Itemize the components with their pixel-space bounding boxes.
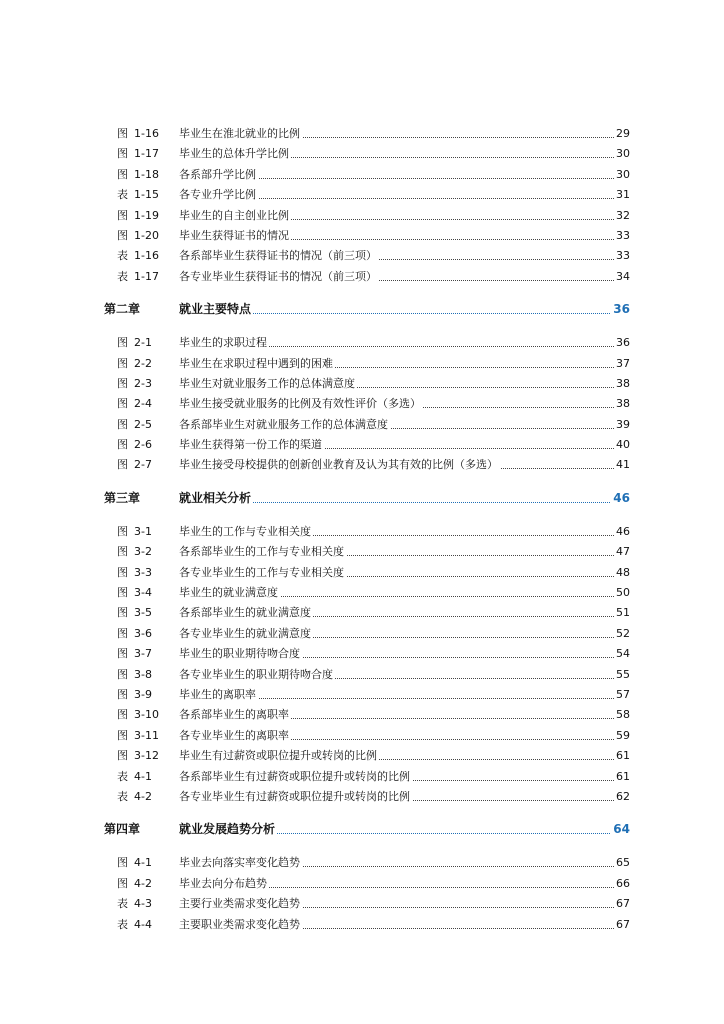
entry-number: 4-4 xyxy=(134,917,152,931)
entry-kind: 图 xyxy=(117,228,128,242)
entry-number: 3-10 xyxy=(134,708,159,722)
toc-item-entry[interactable] xyxy=(0,746,724,766)
toc-item-entry[interactable] xyxy=(0,206,724,226)
entry-page-number: 52 xyxy=(614,624,630,644)
entry-page-number: 29 xyxy=(614,124,630,144)
entry-title: 各专业毕业生的工作与专业相关度 xyxy=(179,563,346,583)
entry-kind: 图 xyxy=(117,524,128,538)
entry-title: 毕业生的自主创业比例 xyxy=(179,206,291,226)
entry-page-number: 36 xyxy=(614,333,630,353)
entry-page-number: 47 xyxy=(614,542,630,562)
entry-page-number: 59 xyxy=(614,726,630,746)
entry-page-number: 30 xyxy=(614,165,630,185)
toc-item-entry[interactable] xyxy=(0,542,724,562)
toc-item-entry[interactable] xyxy=(0,705,724,725)
entry-kind: 图 xyxy=(117,728,128,742)
entry-title: 毕业生的职业期待吻合度 xyxy=(179,644,302,664)
entry-kind: 图 xyxy=(117,376,128,390)
entry-number: 4-2 xyxy=(134,876,152,890)
entry-number: 2-3 xyxy=(134,376,152,390)
entry-kind: 图 xyxy=(117,687,128,701)
entry-page-number: 38 xyxy=(614,394,630,414)
entry-kind: 表 xyxy=(117,188,128,202)
chapter-title: 就业发展趋势分析 xyxy=(179,817,277,841)
toc-item-entry[interactable] xyxy=(0,624,724,644)
entry-kind: 图 xyxy=(117,708,128,722)
toc-item-entry[interactable] xyxy=(0,563,724,583)
chapter-page-number: 46 xyxy=(611,486,630,510)
toc-item-entry[interactable] xyxy=(0,246,724,266)
entry-title: 各系部毕业生对就业服务工作的总体满意度 xyxy=(179,415,390,435)
entry-kind: 图 xyxy=(117,356,128,370)
entry-page-number: 58 xyxy=(614,705,630,725)
chapter-title: 就业主要特点 xyxy=(179,297,253,321)
entry-page-number: 38 xyxy=(614,374,630,394)
entry-kind: 图 xyxy=(117,397,128,411)
toc-item-entry[interactable] xyxy=(0,374,724,394)
entry-page-number: 65 xyxy=(614,853,630,873)
entry-kind: 图 xyxy=(117,626,128,640)
entry-page-number: 30 xyxy=(614,144,630,164)
toc-item-entry[interactable] xyxy=(0,354,724,374)
entry-page-number: 66 xyxy=(614,874,630,894)
entry-number: 1-15 xyxy=(134,188,159,202)
entry-title: 毕业生对就业服务工作的总体满意度 xyxy=(179,374,357,394)
entry-number: 1-16 xyxy=(134,249,159,263)
toc-item-entry[interactable] xyxy=(0,767,724,787)
entry-page-number: 34 xyxy=(614,267,630,287)
entry-page-number: 62 xyxy=(614,787,630,807)
table-of-contents xyxy=(0,124,724,935)
entry-number: 1-18 xyxy=(134,167,159,181)
entry-title: 毕业生在求职过程中遇到的困难 xyxy=(179,354,335,374)
entry-number: 3-6 xyxy=(134,626,152,640)
entry-page-number: 61 xyxy=(614,767,630,787)
toc-item-entry[interactable] xyxy=(0,787,724,807)
toc-item-entry[interactable] xyxy=(0,415,724,435)
entry-title: 各系部毕业生获得证书的情况（前三项） xyxy=(179,246,379,266)
entry-kind: 图 xyxy=(117,545,128,559)
toc-item-entry[interactable] xyxy=(0,685,724,705)
entry-kind: 表 xyxy=(117,249,128,263)
entry-title: 主要职业类需求变化趋势 xyxy=(179,915,302,935)
entry-page-number: 55 xyxy=(614,665,630,685)
entry-title: 毕业生有过薪资或职位提升或转岗的比例 xyxy=(179,746,379,766)
entry-title: 毕业生在淮北就业的比例 xyxy=(179,124,302,144)
entry-number: 3-3 xyxy=(134,565,152,579)
entry-page-number: 67 xyxy=(614,915,630,935)
entry-kind: 图 xyxy=(117,856,128,870)
entry-kind: 图 xyxy=(117,647,128,661)
entry-kind: 图 xyxy=(117,876,128,890)
entry-number: 4-1 xyxy=(134,856,152,870)
entry-page-number: 32 xyxy=(614,206,630,226)
entry-title: 各专业毕业生的职业期待吻合度 xyxy=(179,665,335,685)
entry-page-number: 33 xyxy=(614,246,630,266)
toc-item-entry[interactable] xyxy=(0,165,724,185)
entry-title: 各系部毕业生的就业满意度 xyxy=(179,603,313,623)
entry-page-number: 51 xyxy=(614,603,630,623)
entry-page-number: 39 xyxy=(614,415,630,435)
entry-page-number: 40 xyxy=(614,435,630,455)
entry-title: 各专业毕业生的就业满意度 xyxy=(179,624,313,644)
entry-page-number: 61 xyxy=(614,746,630,766)
entry-kind: 图 xyxy=(117,458,128,472)
entry-number: 1-17 xyxy=(134,147,159,161)
entry-number: 2-4 xyxy=(134,397,152,411)
entry-page-number: 37 xyxy=(614,354,630,374)
entry-page-number: 50 xyxy=(614,583,630,603)
chapter-label: 第二章 xyxy=(104,302,141,317)
toc-chapter-entry[interactable] xyxy=(0,297,724,321)
entry-number: 4-3 xyxy=(134,897,152,911)
toc-item-entry[interactable] xyxy=(0,522,724,542)
entry-number: 4-2 xyxy=(134,789,152,803)
chapter-page-number: 64 xyxy=(611,817,630,841)
toc-item-entry[interactable] xyxy=(0,853,724,873)
entry-number: 3-2 xyxy=(134,545,152,559)
entry-page-number: 48 xyxy=(614,563,630,583)
entry-title: 各系部毕业生的离职率 xyxy=(179,705,291,725)
entry-number: 2-6 xyxy=(134,438,152,452)
toc-item-entry[interactable] xyxy=(0,874,724,894)
entry-page-number: 67 xyxy=(614,894,630,914)
entry-page-number: 31 xyxy=(614,185,630,205)
entry-number: 3-8 xyxy=(134,667,152,681)
entry-number: 1-16 xyxy=(134,127,159,140)
entry-title: 毕业生的就业满意度 xyxy=(179,583,280,603)
entry-kind: 图 xyxy=(117,336,128,350)
chapter-title: 就业相关分析 xyxy=(179,486,253,510)
entry-kind: 图 xyxy=(117,147,128,161)
entry-kind: 表 xyxy=(117,897,128,911)
entry-title: 毕业生获得第一份工作的渠道 xyxy=(179,435,324,455)
entry-title: 各系部毕业生有过薪资或职位提升或转岗的比例 xyxy=(179,767,412,787)
entry-title: 主要行业类需求变化趋势 xyxy=(179,894,302,914)
entry-number: 1-19 xyxy=(134,208,159,222)
entry-kind: 图 xyxy=(117,606,128,620)
entry-title: 各系部毕业生的工作与专业相关度 xyxy=(179,542,346,562)
toc-item-entry[interactable] xyxy=(0,144,724,164)
toc-chapter-entry[interactable] xyxy=(0,486,724,510)
entry-title: 各专业升学比例 xyxy=(179,185,258,205)
entry-number: 3-11 xyxy=(134,728,159,742)
entry-kind: 图 xyxy=(117,565,128,579)
entry-number: 3-12 xyxy=(134,749,159,763)
toc-item-entry[interactable] xyxy=(0,665,724,685)
toc-item-entry[interactable] xyxy=(0,185,724,205)
entry-number: 2-2 xyxy=(134,356,152,370)
entry-kind: 图 xyxy=(117,586,128,600)
chapter-page-number: 36 xyxy=(611,297,630,321)
toc-item-entry[interactable] xyxy=(0,583,724,603)
entry-page-number: 33 xyxy=(614,226,630,246)
entry-page-number: 54 xyxy=(614,644,630,664)
entry-number: 3-4 xyxy=(134,586,152,600)
entry-kind: 表 xyxy=(117,789,128,803)
toc-item-entry[interactable] xyxy=(0,333,724,353)
entry-kind: 图 xyxy=(117,667,128,681)
entry-page-number: 57 xyxy=(614,685,630,705)
entry-kind: 表 xyxy=(117,917,128,931)
toc-item-entry[interactable] xyxy=(0,435,724,455)
toc-item-entry[interactable] xyxy=(0,915,724,935)
entry-kind: 图 xyxy=(117,208,128,222)
entry-kind: 图 xyxy=(117,749,128,763)
toc-item-entry[interactable] xyxy=(0,267,724,287)
entry-kind: 表 xyxy=(117,769,128,783)
entry-number: 3-7 xyxy=(134,647,152,661)
entry-title: 毕业生的工作与专业相关度 xyxy=(179,522,313,542)
entry-number: 3-9 xyxy=(134,687,152,701)
entry-kind: 图 xyxy=(117,127,128,140)
entry-kind: 图 xyxy=(117,438,128,452)
toc-item-entry[interactable] xyxy=(0,894,724,914)
entry-title: 各专业毕业生有过薪资或职位提升或转岗的比例 xyxy=(179,787,412,807)
entry-number: 3-1 xyxy=(134,524,152,538)
toc-item-entry[interactable] xyxy=(0,226,724,246)
entry-title: 毕业生的总体升学比例 xyxy=(179,144,291,164)
entry-title: 各专业毕业生的离职率 xyxy=(179,726,291,746)
entry-number: 1-17 xyxy=(134,269,159,283)
toc-item-entry[interactable] xyxy=(0,124,724,144)
entry-kind: 表 xyxy=(117,269,128,283)
entry-title: 各系部升学比例 xyxy=(179,165,258,185)
entry-number: 2-1 xyxy=(134,336,152,350)
entry-page-number: 41 xyxy=(614,455,630,475)
entry-page-number: 46 xyxy=(614,522,630,542)
entry-title: 毕业生的求职过程 xyxy=(179,333,269,353)
entry-kind: 图 xyxy=(117,167,128,181)
toc-item-entry[interactable] xyxy=(0,644,724,664)
chapter-label: 第四章 xyxy=(104,822,141,837)
entry-number: 2-5 xyxy=(134,417,152,431)
entry-title: 毕业生获得证书的情况 xyxy=(179,226,291,246)
toc-item-entry[interactable] xyxy=(0,394,724,414)
entry-number: 2-7 xyxy=(134,458,152,472)
toc-item-entry[interactable] xyxy=(0,603,724,623)
toc-item-entry[interactable] xyxy=(0,726,724,746)
entry-title: 各专业毕业生获得证书的情况（前三项） xyxy=(179,267,379,287)
toc-item-entry[interactable] xyxy=(0,455,724,475)
toc-chapter-entry[interactable] xyxy=(0,817,724,841)
entry-number: 3-5 xyxy=(134,606,152,620)
entry-title: 毕业生接受母校提供的创新创业教育及认为其有效的比例（多选） xyxy=(179,455,500,475)
entry-kind: 图 xyxy=(117,417,128,431)
entry-number: 4-1 xyxy=(134,769,152,783)
entry-number: 1-20 xyxy=(134,228,159,242)
entry-title: 毕业去向落实率变化趋势 xyxy=(179,853,302,873)
entry-title: 毕业生的离职率 xyxy=(179,685,258,705)
entry-title: 毕业去向分布趋势 xyxy=(179,874,269,894)
chapter-label: 第三章 xyxy=(104,490,141,505)
entry-title: 毕业生接受就业服务的比例及有效性评价（多选） xyxy=(179,394,423,414)
